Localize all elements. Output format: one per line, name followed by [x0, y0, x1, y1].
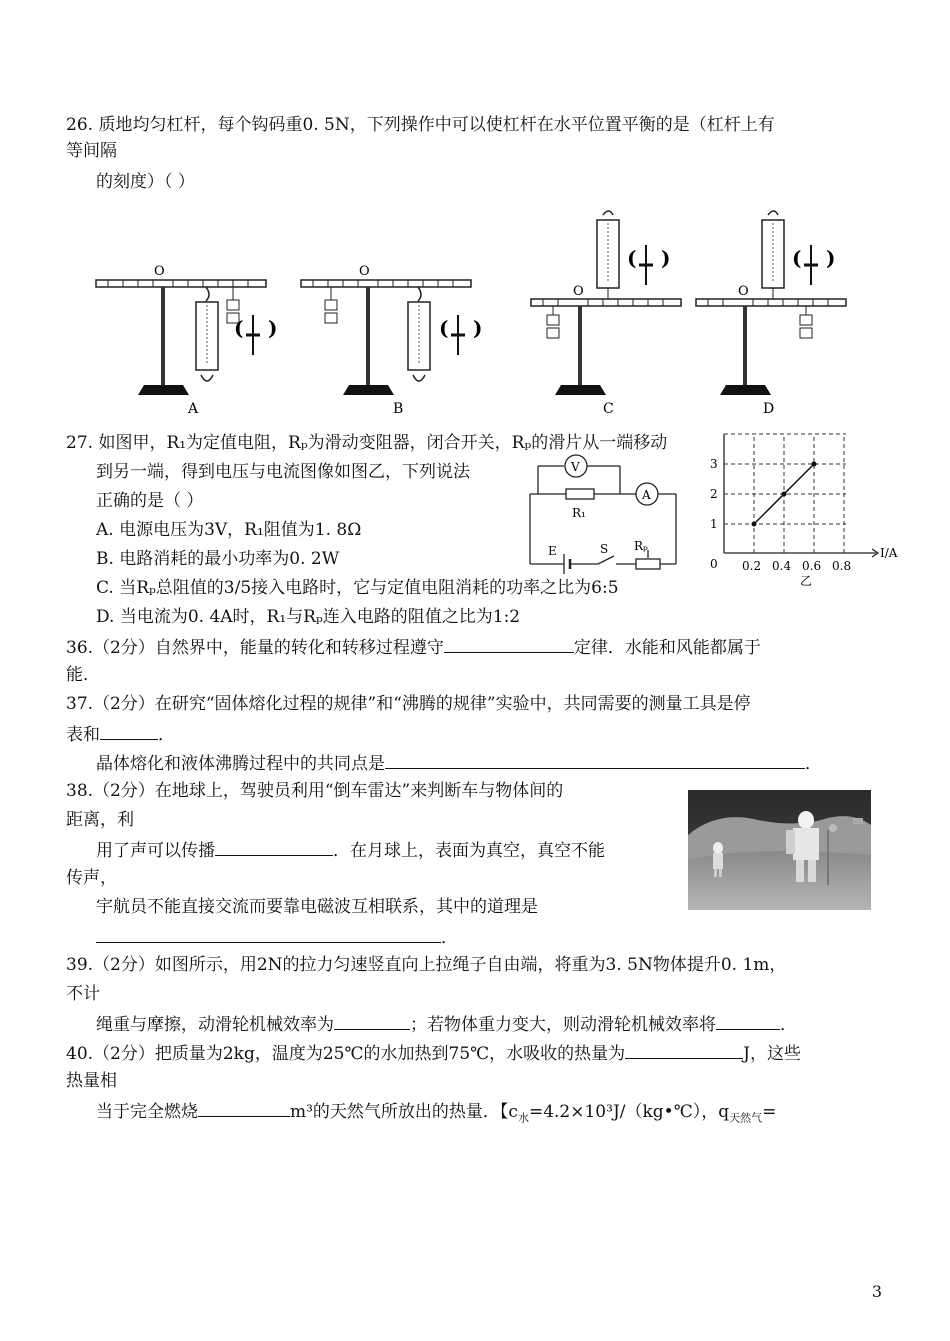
q37-blank-1[interactable]: [100, 721, 158, 740]
q37-line1: 37.（2分）在研究“固体熔化过程的规律”和“沸腾的规律”实验中，共同需要的测量工具是停: [66, 694, 751, 714]
q37-text-b: ．: [158, 725, 175, 745]
q39-text-a: 绳重与摩擦，动滑轮机械效率为: [96, 1015, 334, 1035]
option-label-a: A: [188, 401, 199, 417]
q38-line4: 传声，: [66, 868, 117, 888]
svg-text:(: (: [234, 316, 244, 340]
q40-line3: [96, 1098, 776, 1130]
x-tick-0.2: 0.2: [742, 559, 762, 573]
svg-text:): ): [826, 246, 836, 270]
q37-text-c: 晶体熔化和液体沸腾过程中的共同点是: [96, 754, 385, 774]
q40-text-a: 40.（2分）把质量为2kg，温度为25℃的水加热到75℃，水吸收的热量为: [66, 1044, 626, 1064]
q37-line2: [66, 721, 175, 747]
r1-label: R₁: [572, 506, 586, 520]
q38-text-c: ．: [441, 928, 458, 948]
q38-line6: [96, 924, 458, 950]
x-tick-0.4: 0.4: [772, 559, 792, 573]
q40-sub-water: 水: [517, 1111, 529, 1125]
lever-figure-a: [96, 264, 277, 417]
svg-text:(: (: [792, 246, 802, 270]
y-tick-3: 3: [710, 457, 718, 471]
voltmeter-label: V: [571, 460, 580, 474]
q36-line1: [66, 634, 761, 660]
q38-line1: 38.（2分）在地球上，驾驶员利用“倒车雷达”来判断车与物体间的: [66, 781, 564, 801]
q38-blank-2[interactable]: [96, 924, 441, 943]
q36-blank-1[interactable]: [444, 634, 574, 653]
q26-line1: 26. 质地均匀杠杆，每个钩码重0. 5N，下列操作中可以使杠杆在水平位置平衡的是（杠杆上有: [66, 115, 775, 135]
q40-line1: [66, 1040, 801, 1066]
x-tick-0.6: 0.6: [802, 559, 822, 573]
q40-blank-2[interactable]: [198, 1098, 290, 1117]
option-label-b: B: [393, 401, 404, 417]
ammeter-label: A: [642, 488, 651, 502]
q39-blank-2[interactable]: [716, 1011, 780, 1030]
q27-option-d: D. 当电流为0. 4A时，R₁与Rₚ连入电路的阻值之比为1:2: [96, 607, 521, 627]
pivot-label-a: O: [154, 264, 165, 279]
q38-line5: 宇航员不能直接交流而要靠电磁波互相联系，其中的道理是: [96, 897, 538, 917]
q27-option-b: B. 电路消耗的最小功率为0. 2W: [96, 549, 340, 569]
origin-label: 0: [710, 557, 718, 571]
q38-line3: [96, 837, 605, 863]
y-tick-1: 1: [710, 517, 718, 531]
q40-text-f: =: [762, 1102, 777, 1122]
pivot-label-b: O: [359, 264, 370, 279]
svg-text:(: (: [439, 316, 449, 340]
lever-figures: [88, 205, 878, 420]
q40-text-e: =4.2×10³J/（kg•℃），q: [528, 1102, 730, 1122]
q39-text-c: ．: [780, 1015, 797, 1035]
q40-sub-gas: 天然气: [729, 1111, 763, 1125]
svg-text:(: (: [627, 246, 637, 270]
pivot-label-d: O: [738, 284, 749, 299]
circuit-diagram: [520, 452, 690, 577]
switch-label: S: [600, 542, 609, 556]
ui-graph: [706, 430, 911, 590]
q27-option-a: A. 电源电压为3V，R₁阻值为1. 8Ω: [96, 520, 362, 540]
q38-text-b: ．在月球上，表面为真空，真空不能: [333, 841, 605, 861]
q39-line2: 不计: [66, 984, 100, 1004]
q40-text-b: J，这些: [743, 1044, 801, 1064]
lever-figure-b: [301, 264, 482, 417]
option-label-d: D: [763, 401, 775, 417]
lever-figure-d: [696, 211, 846, 417]
q36-text-a: 36.（2分）自然界中，能量的转化和转移过程遵守: [66, 638, 444, 658]
q37-blank-2[interactable]: [385, 750, 805, 769]
q38-line2: 距离，利: [66, 810, 134, 830]
q39-line1: 39.（2分）如图所示，用2N的拉力匀速竖直向上拉绳子自由端，将重为3. 5N物体提升0. 1m，: [66, 955, 787, 975]
q39-text-b: ；若物体重力变大，则动滑轮机械效率将: [410, 1015, 716, 1035]
q40-line2: 热量相: [66, 1071, 117, 1091]
x-axis-label: I/A: [880, 546, 898, 560]
graph-caption: 乙: [800, 574, 813, 588]
q37-text-a: 表和: [66, 725, 100, 745]
lever-figure-c: [531, 211, 681, 417]
q36-text-b: 定律．水能和风能都属于: [573, 638, 761, 658]
q40-text-d: m³的天然气所放出的热量．【c: [290, 1102, 518, 1122]
q39-line3: [96, 1011, 797, 1037]
svg-text:): ): [268, 316, 278, 340]
q40-blank-1[interactable]: [625, 1040, 743, 1059]
rheostat-label: Rₚ: [634, 539, 648, 553]
q26-line3: 的刻度）（ ）: [96, 172, 195, 192]
q38-blank-1[interactable]: [215, 837, 333, 856]
q36-line2: 能．: [66, 665, 100, 685]
battery-label: E: [548, 544, 557, 558]
x-tick-0.8: 0.8: [832, 559, 852, 573]
q26-line2: 等间隔: [66, 141, 117, 161]
svg-text:): ): [473, 316, 483, 340]
q40-text-c: 当于完全燃烧: [96, 1102, 198, 1122]
q27-option-c: C. 当Rₚ总阻值的3/5接入电路时，它与定值电阻消耗的功率之比为6:5: [96, 578, 619, 598]
q27-line2: 到另一端，得到电压与电流图像如图乙，下列说法: [96, 462, 470, 482]
q27-line3: 正确的是（ ）: [96, 491, 204, 511]
q37-text-d: ．: [805, 754, 822, 774]
q39-blank-1[interactable]: [334, 1011, 410, 1030]
page-number: 3: [871, 1282, 882, 1301]
pivot-label-c: O: [573, 284, 584, 299]
svg-text:): ): [661, 246, 671, 270]
y-tick-2: 2: [710, 487, 718, 501]
q37-line3: [96, 750, 822, 776]
q27-line1: 27. 如图甲，R₁为定值电阻，Rₚ为滑动变阻器，闭合开关，Rₚ的滑片从一端移动: [66, 433, 668, 453]
q38-text-a: 用了声可以传播: [96, 841, 215, 861]
moon-astronaut-photo: [688, 790, 871, 910]
option-label-c: C: [603, 401, 614, 417]
